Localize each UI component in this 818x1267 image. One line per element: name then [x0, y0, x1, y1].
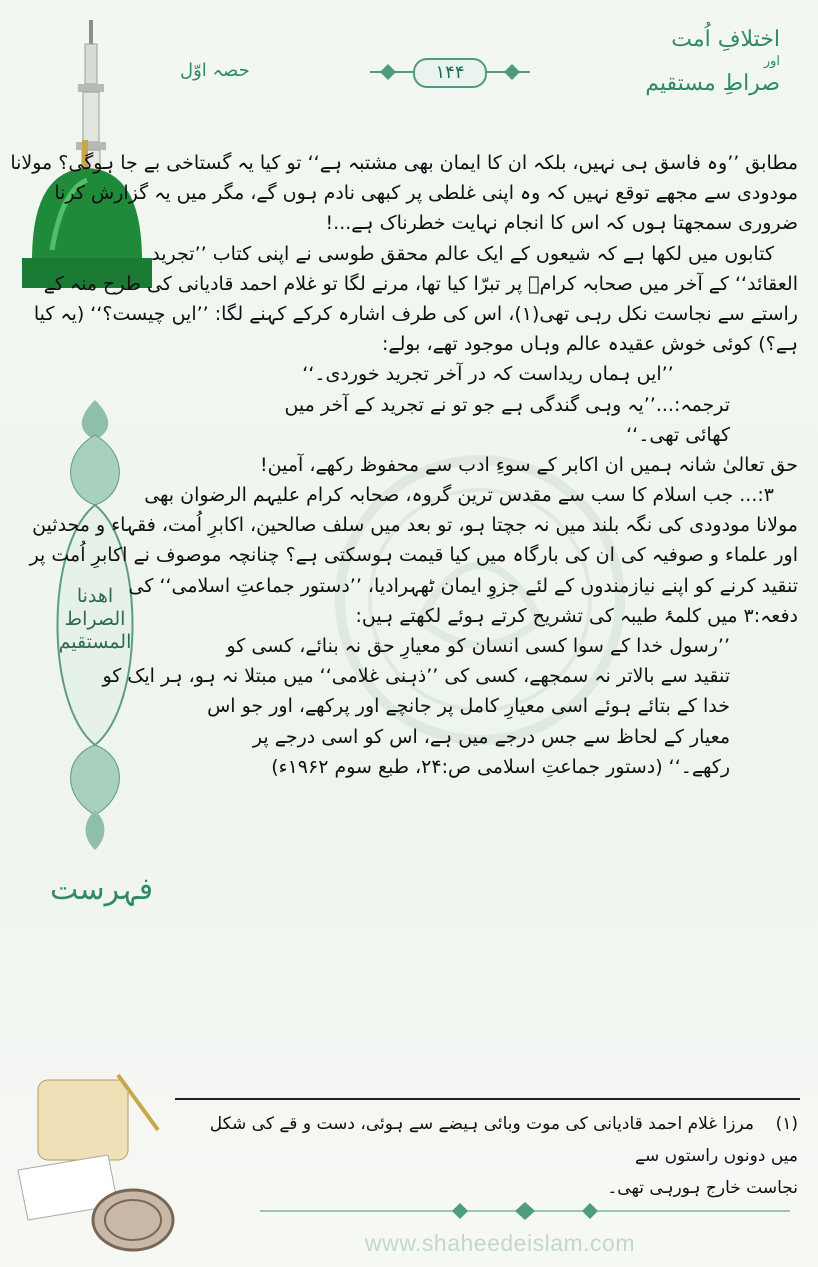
text-line: مودودی سے مجھے توقع نہیں کہ وہ اپنی غلطی پر کبھی نادم ہوں گے، مگر میں یہ گزارش کرنا	[54, 182, 798, 205]
text-line: العقائد‘‘ کے آخر میں صحابہ کرامؓ پر تبرّا کیا تھا، مرنے لگا تو غلام احمد قادیانی کی طرح منہ کے	[43, 272, 798, 295]
footnote-text: مرزا غلام احمد قادیانی کی موت وبائی ہیضے سے ہوئی، دست و قے کی شکل میں دونوں راستوں سے	[209, 1114, 798, 1166]
footnote-divider	[175, 1098, 800, 1100]
page-number-ornament	[370, 58, 530, 86]
translation-line: کھائی تھی۔‘‘	[626, 423, 730, 446]
part-label: حصہ اوّل	[180, 60, 250, 81]
quote-line: ’’رسول خدا کے سوا کسی انسان کو معیارِ حق نہ بنائے، کسی کو	[226, 635, 730, 657]
persian-quote: ’’ایں ہماں ریداست کہ در آخر تجرید خوردی۔‘‘	[302, 363, 674, 386]
quote-line: تنقید سے بالاتر نہ سمجھے، کسی کی ’’ذہنی غلامی‘‘ میں مبتلا نہ ہو، ہر ایک کو	[102, 665, 730, 688]
text-line: کتابوں میں لکھا ہے کہ شیعوں کے ایک عالم محقق طوسی نے اپنی کتاب ’’تجرید	[151, 242, 774, 265]
book-title-line: اختلافِ اُمت	[671, 27, 780, 52]
footnote-line	[178, 1108, 798, 1172]
book-title-line: صراطِ مستقیم	[645, 70, 780, 96]
page-number: ۱۴۴	[413, 58, 487, 88]
text-line: تنقید کرنے کو اپنے نیازمندوں کے لئے جزوِ ایمان ٹھہرادیا، ’’دستور جماعتِ اسلامی‘‘ کی	[128, 574, 798, 597]
footnote-line: نجاست خارج ہورہی تھی۔	[607, 1178, 798, 1198]
footnote	[178, 1108, 798, 1204]
book-title	[640, 26, 780, 97]
page-header	[170, 18, 810, 113]
text-line: مطابق ’’وہ فاسق ہی نہیں، بلکہ ان کا ایمان بھی مشتبہ ہے‘‘ تو کیا یہ گستاخی بے جا ہوگی؟ مولانا	[10, 152, 798, 174]
footnote-marker: (۱)	[775, 1114, 798, 1134]
quote-line: خدا کے بتائے ہوئے اسی معیارِ کامل پر جانچے اور پرکھے، اور جو اس	[207, 695, 730, 718]
translation-line: ترجمہ:...’’یہ وہی گندگی ہے جو تو نے تجرید کے آخر میں	[284, 393, 730, 416]
quote-line: معیار کے لحاظ سے جس درجے میں ہے، اس کو اسی درجے پر	[252, 725, 730, 748]
frame-caption: اهدنا الصراط المستقيم	[58, 585, 132, 653]
text-line: دفعہ:۳ میں کلمۂ طیبہ کی تشریح کرتے ہوئے لکھتے ہیں:	[355, 604, 798, 627]
text-line: ۳:... جب اسلام کا سب سے مقدس ترین گروہ، صحابہ کرام علیہم الرضوان بھی	[144, 484, 774, 507]
text-line: حق تعالیٰ شانہ ہمیں ان اکابر کے سوءِ ادب سے محفوظ رکھے، آمین!	[260, 453, 798, 476]
index-link[interactable]: فہرست	[50, 872, 154, 907]
text-line: ضروری سمجھتا ہوں کہ اس کا انجام نہایت خطرناک ہے...!	[325, 212, 798, 235]
book-title-line: اور	[763, 53, 780, 69]
text-line: ہے؟) کوئی خوش عقیدہ عالم وہاں موجود تھے، بولے:	[382, 333, 798, 356]
scroll-and-quill-icon	[8, 1070, 178, 1260]
quote-line: رکھے۔‘‘ (دستور جماعتِ اسلامی ص:۲۴، طبع سوم ۱۹۶۲ء)	[271, 755, 730, 778]
text-line: راستے سے نجاست نکل رہی تھی(۱)، اس کی طرف اشارہ کرکے کہنے لگا: ’’ایں چیست؟‘‘ (یہ کیا	[33, 302, 798, 325]
text-line: اور علماء و صوفیہ کی ان کی بارگاہ میں کیا قیمت ہوسکتی ہے؟ چنانچہ موصوف نے اکابرِ اُمت پر	[29, 544, 798, 567]
website-link[interactable]: www.shaheedeislam.com	[364, 1230, 635, 1256]
text-line: مولانا مودودی کی نگہ بلند میں نہ جچتا ہو، تو بعد میں سلف صالحین، اکابرِ اُمت، فقہاء و محدثین	[32, 514, 798, 537]
footer-ornament	[260, 1200, 790, 1222]
